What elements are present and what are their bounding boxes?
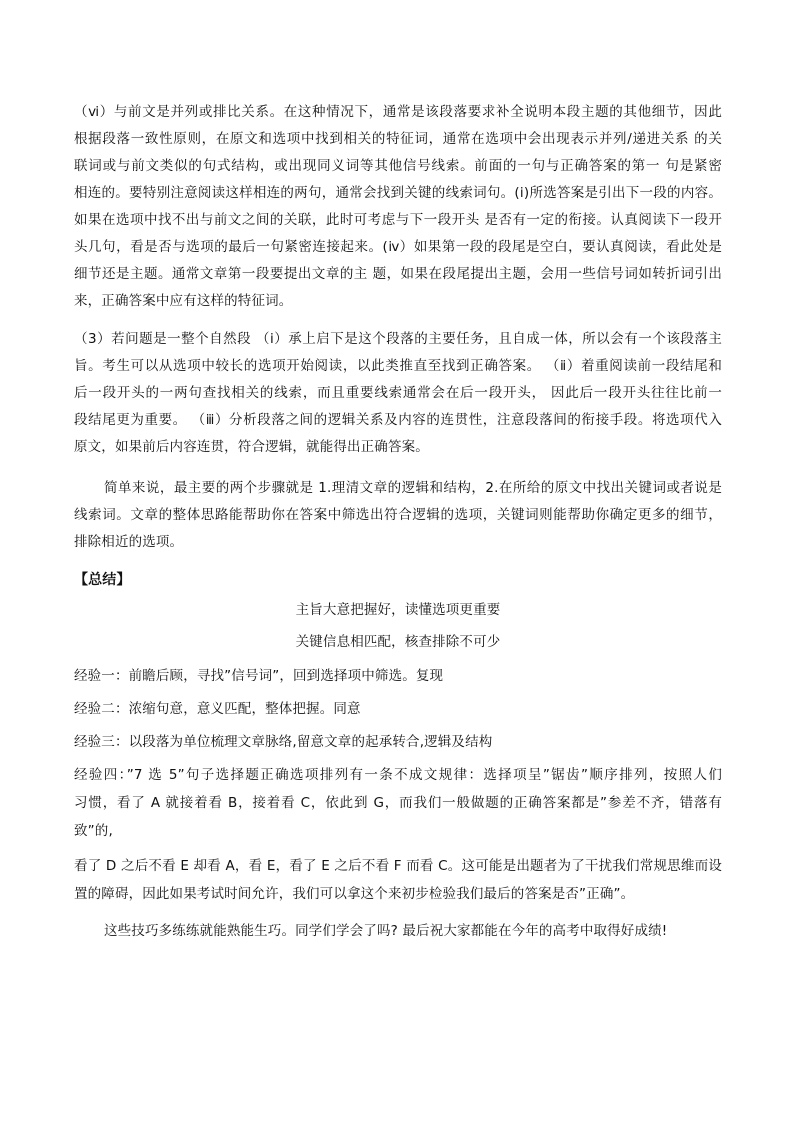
text-line: 旨。考生可以从选项中较长的选项开始阅读，以此类推直至找到正确答案。 （ⅱ）着重阅读前一段结尾和 xyxy=(74,358,722,374)
text-line: 后一段开头的一两句查找相关的线索，而且重要线索通常会在后一段开头， 因此后一段开头往往比前一 xyxy=(74,385,722,401)
text-line: 来，正确答案中应有这样的特征词。 xyxy=(74,293,293,309)
experience-item: 经验一：前瞻后顾，寻找”信号词”，回到选择项中筛选。复现 xyxy=(74,668,444,684)
text-line: 联词或与前文类似的句式结构，或出现同义词等其他信号线索。前面的一句与正确答案的第一 句是紧密 xyxy=(74,158,722,174)
text-line: 如果在选项中找不出与前文之间的关联，此时可考虑与下一段开头 是否有一定的衔接。认真阅读下一段开 xyxy=(74,212,722,228)
experience-item: 经验四：”7 选 5”句子选择题正确选项排列有一条不成文规律：选择项呈”锯齿”顺序排列，按照人们 xyxy=(74,767,722,783)
experience-item: 经验二：浓缩句意，意义匹配，整体把握。同意 xyxy=(74,701,361,717)
text-line: 头几句，看是否与选项的最后一句紧密连接起来。(ⅳ）如果第一段的段尾是空白，要认真阅读，看此处是 xyxy=(74,239,722,255)
text-line: 置的障碍，因此如果考试时间允许，我们可以拿这个来初步检验我们最后的答案是否”正确”。 xyxy=(74,886,635,902)
closing-line: 这些技巧多练练就能熟能生巧。同学们学会了吗? 最后祝大家都能在今年的高考中取得好成绩! xyxy=(104,923,668,939)
text-line: 致”的, xyxy=(74,823,113,839)
text-line: （ⅵ）与前文是并列或排比关系。在这种情况下，通常是该段落要求补全说明本段主题的其他细节，因此 xyxy=(74,104,722,120)
text-line: 细节还是主题。通常文章第一段要提出文章的主 题，如果在段尾提出主题，会用一些信号词如转折词引出 xyxy=(74,266,722,282)
text-line: 原文，如果前后内容连贯，符合逻辑，就能得出正确答案。 xyxy=(74,439,429,455)
text-line: 线索词。文章的整体思路能帮助你在答案中筛选出符合逻辑的选项，关键词则能帮助你确定更多的细节， xyxy=(74,507,722,523)
summary-heading: 【总结】 xyxy=(74,572,131,588)
text-line: 习惯，看了 A 就接着看 B，接着看 C，依此到 G，而我们一般做题的正确答案都是”参差不齐，错落有 xyxy=(74,795,722,811)
text-line: 看了 D 之后不看 E 却看 A，看 E，看了 E 之后不看 F 而看 C。这可能是出题者为了干扰我们常规思维而设 xyxy=(74,858,722,874)
experience-item: 经验三：以段落为单位梳理文章脉络,留意文章的起承转合,逻辑及结构 xyxy=(74,734,493,750)
text-line: 根据段落一致性原则，在原文和选项中找到相关的特征词，通常在选项中会出现表示并列/递进关系 的关 xyxy=(74,131,722,147)
motto-line: 关键信息相匹配，核查排除不可少 xyxy=(295,634,501,650)
text-line: 段结尾更为重要。 （ⅲ）分析段落之间的逻辑关系及内容的连贯性，注意段落间的衔接手段。将选项代入 xyxy=(74,412,722,428)
text-line: （3）若问题是一整个自然段 （ⅰ）承上启下是这个段落的主要任务，且自成一体，所以会有一个该段落主 xyxy=(74,331,722,347)
text-line: 相连的。要特别注意阅读这样相连的两句，通常会找到关键的线索词句。(ⅰ)所选答案是引出下一段的内容。 xyxy=(74,185,722,201)
text-line: 排除相近的选项。 xyxy=(74,534,184,550)
motto-line: 主旨大意把握好，读懂选项更重要 xyxy=(295,602,501,618)
text-line: 简单来说，最主要的两个步骤就是 1.理清文章的逻辑和结构，2.在所给的原文中找出关键词或者说是 xyxy=(104,480,722,496)
